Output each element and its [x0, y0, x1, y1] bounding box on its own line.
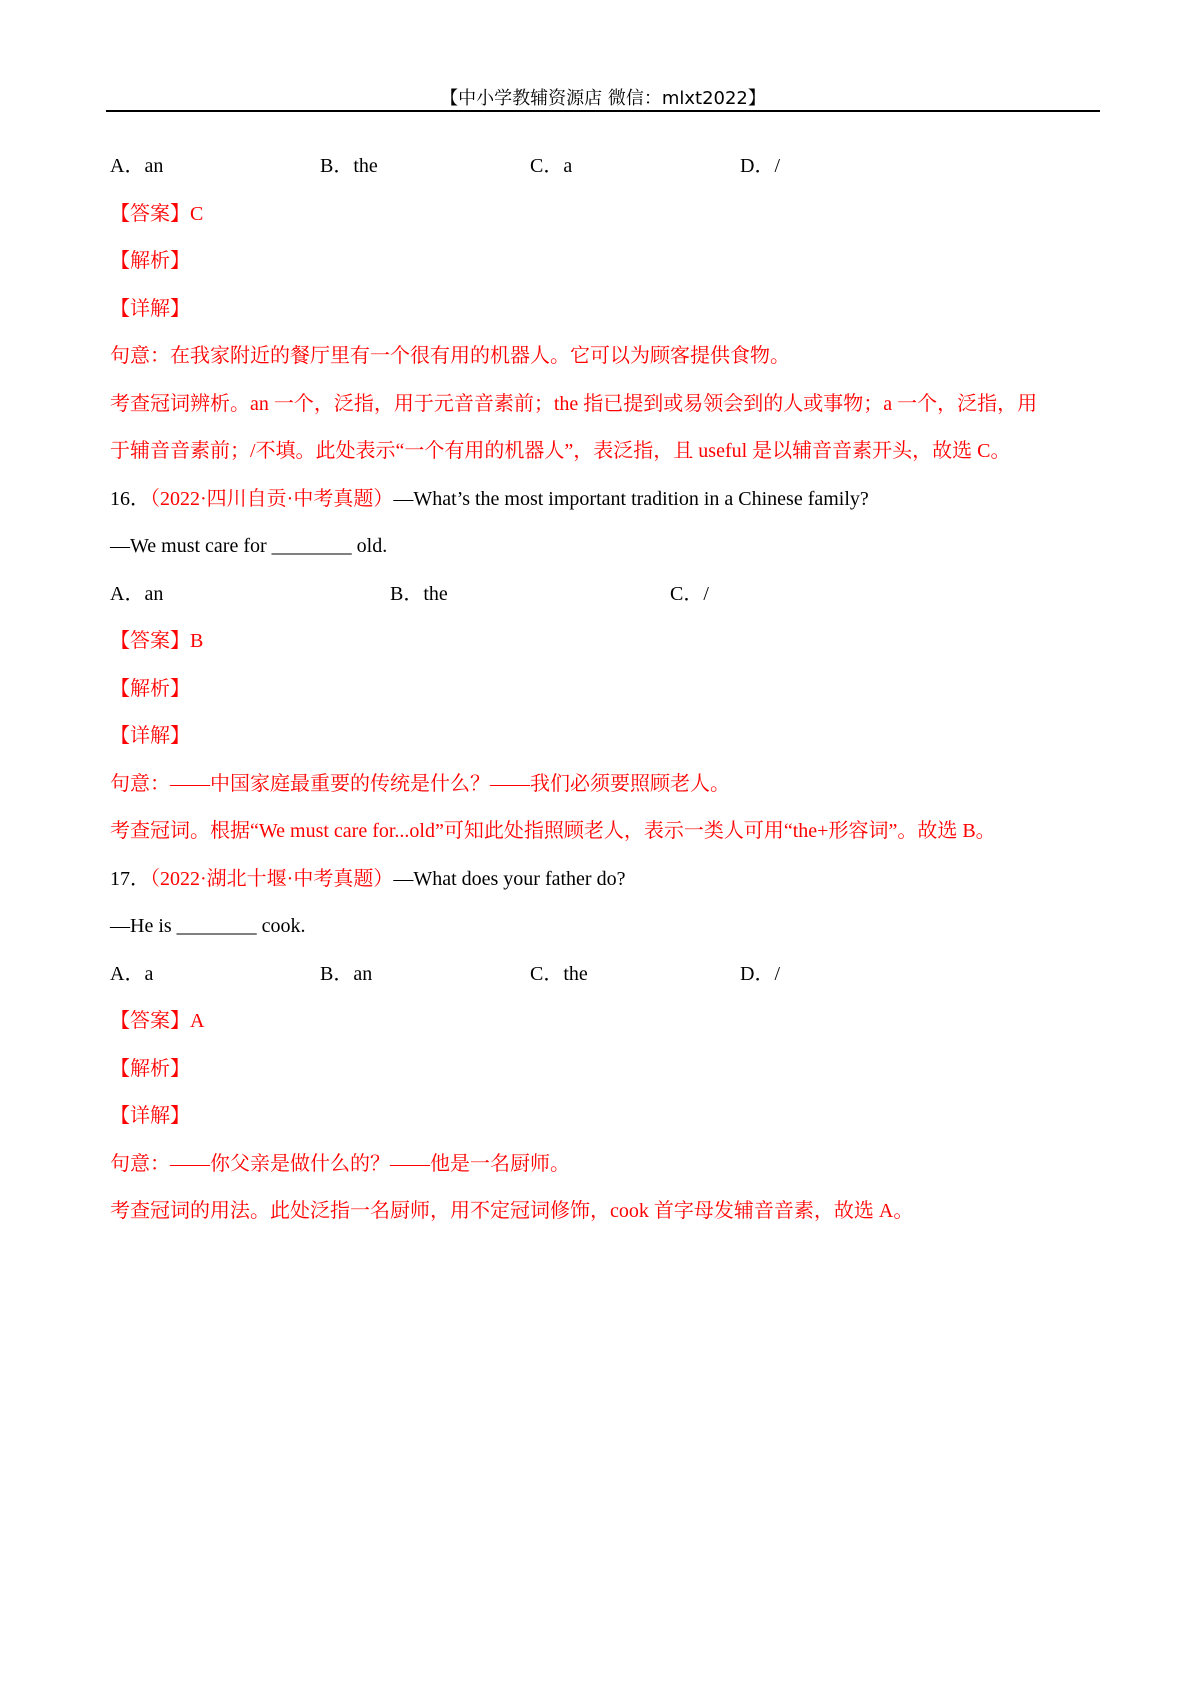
q16-option-a: A．an — [110, 582, 164, 605]
q15-option-c: C．a — [530, 155, 573, 177]
q15-detail: 【详解】 — [110, 297, 190, 320]
q16-analysis: 【解析】 — [110, 677, 190, 700]
q17-explain: 考查冠词的用法。此处泛指一名厨师，用不定冠词修饰，cook 首字母发辅音音素，故选 A。 — [110, 1200, 914, 1222]
q17-options — [110, 958, 1100, 1006]
q17-question — [110, 863, 1100, 911]
q15-option-b: B．the — [320, 155, 378, 177]
q17-number: 17． — [110, 867, 150, 890]
q17-option-b: B．an — [320, 962, 373, 985]
q17-source: （2022·湖北十堰·中考真题） — [150, 867, 394, 890]
q17-detail: 【详解】 — [110, 1105, 190, 1127]
q16-number: 16． — [110, 487, 150, 510]
page-header: 【中小学教辅资源店 微信：mlxt2022】 — [106, 84, 1100, 112]
q16-question — [110, 483, 1100, 531]
page-content — [110, 150, 1100, 1243]
q15-explain-line-1: 考查冠词辨析。an 一个，泛指，用于元音音素前；the 指已提到或易领会到的人或事物；a 一个，泛指，用 — [110, 392, 1038, 415]
q15-explain-line-2: 于辅音音素前；/不填。此处表示“一个有用的机器人”，表泛指，且 useful 是以辅音音素开头，故选 C。 — [110, 440, 1011, 462]
q15-options — [110, 150, 1100, 198]
q17-option-d: D．/ — [740, 962, 780, 985]
q15-option-d: D．/ — [740, 155, 780, 177]
q16-source: （2022·四川自贡·中考真题） — [150, 487, 394, 510]
q15-analysis: 【解析】 — [110, 250, 190, 272]
q17-line-2: —He is ________ cook. — [110, 915, 306, 937]
q17-option-c: C．the — [530, 962, 588, 985]
q17-text: —What does your father do? — [393, 867, 626, 890]
q17-answer: 【答案】A — [110, 1010, 205, 1032]
q16-detail: 【详解】 — [110, 725, 190, 747]
q16-answer: 【答案】B — [110, 630, 204, 652]
q16-option-b: B．the — [390, 582, 448, 605]
q15-option-a: A．an — [110, 155, 164, 177]
q16-explain: 考查冠词。根据“We must care for...old”可知此处指照顾老人，表示一类人可用“the+形容词”。故选 B。 — [110, 820, 996, 842]
q16-option-c: C．/ — [670, 582, 709, 605]
q15-answer: 【答案】C — [110, 202, 204, 225]
q16-meaning: 句意：——中国家庭最重要的传统是什么？——我们必须要照顾老人。 — [110, 772, 730, 795]
q17-analysis: 【解析】 — [110, 1057, 190, 1080]
q16-options — [110, 578, 1100, 626]
q17-meaning: 句意：——你父亲是做什么的？——他是一名厨师。 — [110, 1152, 570, 1175]
q15-meaning: 句意：在我家附近的餐厅里有一个很有用的机器人。它可以为顾客提供食物。 — [110, 345, 790, 367]
q17-option-a: A．a — [110, 962, 154, 985]
q16-text: —What’s the most important tradition in a Chinese family? — [393, 487, 869, 510]
q16-line-2: —We must care for ________ old. — [110, 535, 388, 557]
